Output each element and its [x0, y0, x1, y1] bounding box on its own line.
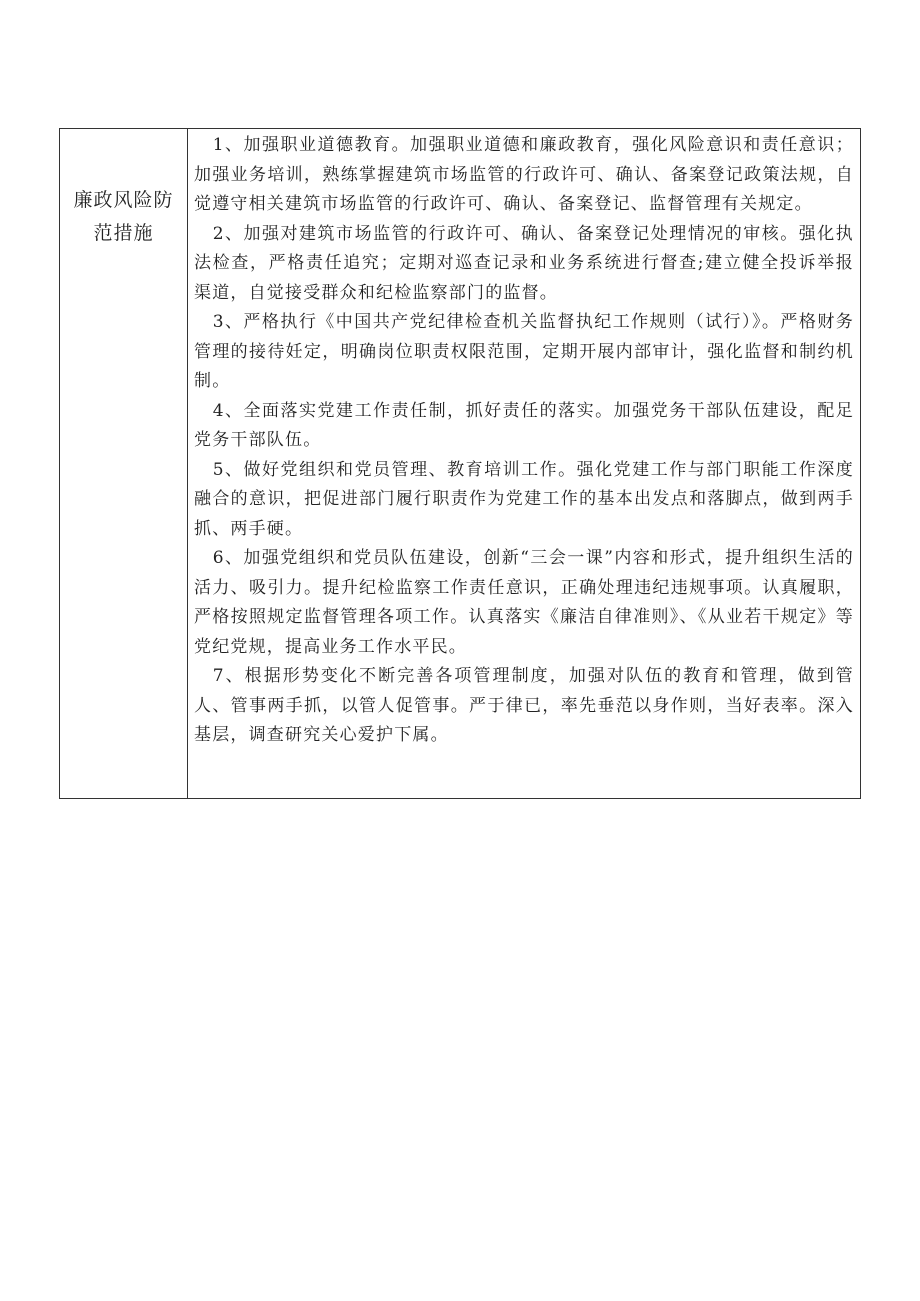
- measure-item-4: 4、全面落实党建工作责任制，抓好责任的落实。加强党务干部队伍建设，配足党务干部队伍。: [194, 400, 854, 450]
- measure-item-5: 5、做好党组织和党员管理、教育培训工作。强化党建工作与部门职能工作深度融合的意识，把促进部门履行职责作为党建工作的基本出发点和落脚点，做到两手抓、两手硬。: [194, 459, 854, 539]
- measure-item-1: 1、加强职业道德教育。加强职业道德和廉政教育，强化风险意识和责任意识；加强业务培训，熟练掌握建筑市场监管的行政许可、确认、备案登记政策法规，自觉遵守相关建筑市场监管的行政许可、确认、备案登记、监督管理有关规定。: [194, 135, 854, 214]
- row-label: 廉政风险防范措施: [73, 189, 174, 244]
- measure-item-3: 3、严格执行《中国共产党纪律检查机关监督执纪工作规则（试行）》。严格财务管理的接待妊定，明确岗位职责权限范围，定期开展内部审计，强化监督和制约机制。: [194, 312, 854, 391]
- measure-item-7: 7、根据形势变化不断完善各项管理制度，加强对队伍的教育和管理，做到管人、管事两手抓，以管人促管事。严于律已，率先垂范以身作则，当好表率。深入基层，调查研究关心爱护下属。: [194, 666, 854, 745]
- table-row: [60, 129, 861, 799]
- content-cell: [188, 129, 861, 799]
- measure-item-2: 2、加强对建筑市场监管的行政许可、确认、备案登记处理情况的审核。强化执法检查，严格责任追究；定期对巡查记录和业务系统进行督查;建立健全投诉举报渠道，自觉接受群众和纪检监察部门的监督。: [194, 223, 854, 303]
- measure-item-6: 6、加强党组织和党员队伍建设，创新“三会一课”内容和形式，提升组织生活的活力、吸引力。提升纪检监察工作责任意识，正确处理违纪违规事项。认真履职，严格按照规定监督管理各项工作。认真落实《廉洁自律准则》、《从业若干规定》等党纪党规，提高业务工作水平民。: [194, 548, 854, 657]
- risk-measures-table: [59, 128, 861, 799]
- label-cell: [60, 129, 188, 799]
